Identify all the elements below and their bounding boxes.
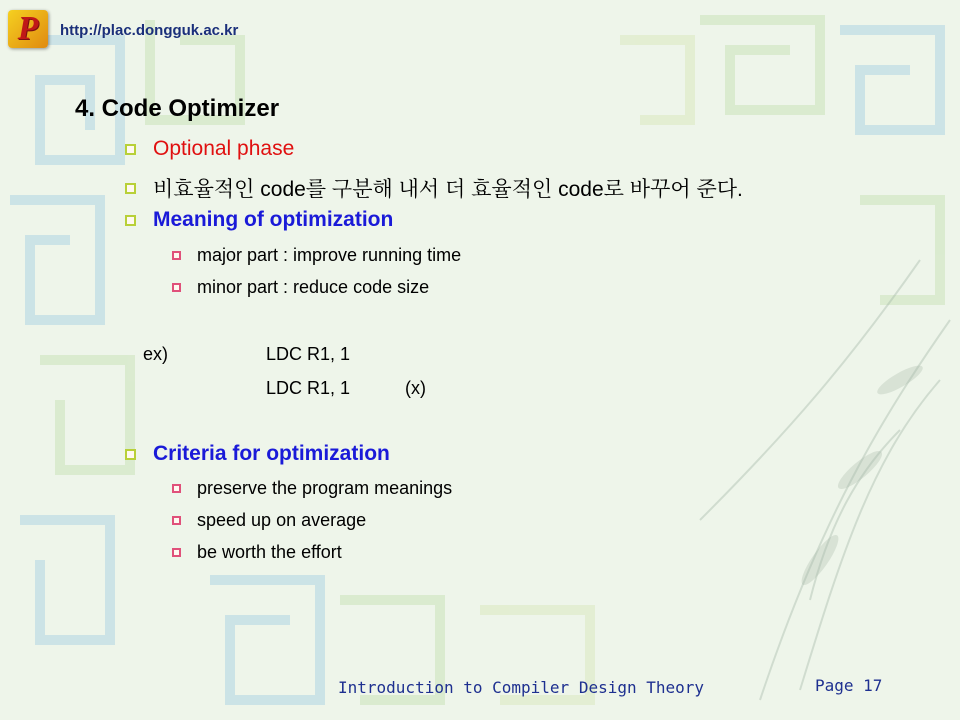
sub-bullet-major-part — [172, 245, 461, 266]
bullet-meaning-of-optimization — [125, 208, 393, 232]
sub-bullet-preserve-meanings — [172, 478, 452, 499]
sub-bullet-marker — [172, 251, 181, 260]
sub-bullet-text: major part : improve running time — [197, 245, 462, 265]
bullet-text: Optional phase — [153, 137, 295, 160]
sub-bullet-worth-effort — [172, 542, 342, 563]
slide-title: 4. Code Optimizer — [75, 95, 280, 122]
bullet-text: Criteria for optimization — [153, 442, 390, 465]
sub-bullet-text: preserve the program meanings — [197, 478, 453, 498]
site-url: http://plac.dongguk.ac.kr — [60, 22, 239, 39]
sub-bullet-text: minor part : reduce code size — [197, 277, 430, 297]
page-number: Page 17 — [815, 676, 883, 695]
sub-bullet-marker — [172, 516, 181, 525]
logo — [8, 10, 48, 48]
bullet-criteria-for-optimization — [125, 442, 390, 466]
example-line-2-note: (x) — [405, 378, 426, 398]
bullet-marker — [125, 449, 136, 460]
bullet-marker — [125, 183, 136, 194]
sub-bullet-speed-up — [172, 510, 366, 531]
sub-bullet-minor-part — [172, 277, 429, 298]
example-label: ex) — [143, 344, 169, 364]
bullet-text: 비효율적인 code를 구분해 내서 더 효율적인 code로 바꾸어 준다. — [153, 178, 743, 201]
bullet-text: Meaning of optimization — [153, 208, 394, 231]
sub-bullet-text: speed up on average — [197, 510, 367, 530]
bullet-korean-description — [125, 173, 743, 203]
sub-bullet-marker — [172, 283, 181, 292]
example-line-2: LDC R1, 1 — [266, 378, 351, 398]
example-line-1: LDC R1, 1 — [266, 344, 351, 364]
footer-course-title: Introduction to Compiler Design Theory — [338, 678, 705, 697]
sub-bullet-marker — [172, 548, 181, 557]
bullet-optional-phase — [125, 137, 294, 161]
sub-bullet-marker — [172, 484, 181, 493]
sub-bullet-text: be worth the effort — [197, 542, 342, 562]
bullet-marker — [125, 144, 136, 155]
logo-letter: P — [17, 10, 39, 47]
bullet-marker — [125, 215, 136, 226]
